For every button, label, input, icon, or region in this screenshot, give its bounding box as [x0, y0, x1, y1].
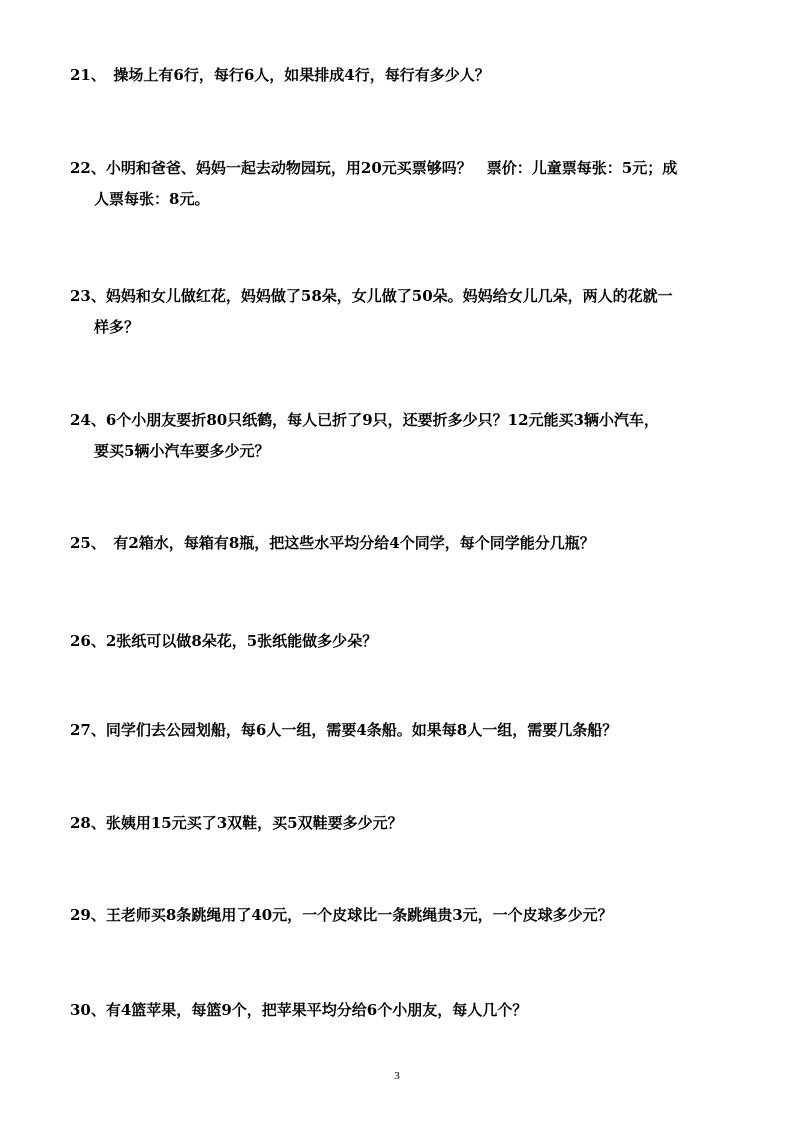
question-line — [70, 153, 730, 184]
question-line — [70, 528, 730, 559]
question-number: 28、 — [70, 814, 106, 832]
question-text: 2张纸可以做8朵花，5张纸能做多少朵？ — [105, 632, 378, 650]
question-25 — [70, 528, 730, 559]
question-21 — [70, 60, 730, 91]
question-line — [70, 626, 730, 657]
question-26 — [70, 626, 730, 657]
question-line — [70, 995, 730, 1026]
question-line — [70, 900, 730, 931]
question-text: 有2箱水，每箱有8瓶，把这些水平均分给4个同学，每个同学能分几瓶？ — [98, 534, 595, 552]
question-30 — [70, 995, 730, 1026]
question-line — [70, 715, 730, 746]
question-24 — [70, 405, 730, 467]
question-number: 29、 — [70, 906, 106, 924]
question-line — [70, 808, 730, 839]
question-text: 王老师买8条跳绳用了40元，一个皮球比一条跳绳贵3元，一个皮球多少元？ — [105, 906, 613, 924]
question-number: 23、 — [70, 287, 106, 305]
page-number: 3 — [394, 1070, 400, 1082]
question-22 — [70, 153, 730, 215]
question-text-continued: 人票每张：8元。 — [94, 190, 210, 208]
question-28 — [70, 808, 730, 839]
question-text: 操场上有6行，每行6人，如果排成4行，每行有多少人？ — [98, 66, 490, 84]
question-29 — [70, 900, 730, 931]
question-text: 有4篮苹果，每篮9个，把苹果平均分给6个小朋友，每人几个？ — [105, 1001, 528, 1019]
question-number: 30、 — [70, 1001, 106, 1019]
question-text: 同学们去公园划船，每6人一组，需要4条船。如果每8人一组，需要几条船？ — [105, 721, 618, 739]
question-text: 妈妈和女儿做红花，妈妈做了58朵，女儿做了50朵。妈妈给女儿几朵，两人的花就一 — [105, 287, 673, 305]
question-number: 21、 — [70, 66, 99, 84]
question-line — [70, 405, 730, 436]
question-number: 25、 — [70, 534, 99, 552]
question-number: 22、 — [70, 159, 106, 177]
question-27 — [70, 715, 730, 746]
question-23 — [70, 281, 730, 343]
question-line — [70, 60, 730, 91]
question-text-continued: 样多？ — [94, 318, 140, 336]
question-text: 6个小朋友要折80只纸鹤，每人已折了9只，还要折多少只？12元能买3辆小汽车， — [105, 411, 659, 429]
question-line — [70, 281, 730, 312]
question-number: 26、 — [70, 632, 106, 650]
question-number: 24、 — [70, 411, 106, 429]
question-text: 张姨用15元买了3双鞋，买5双鞋要多少元？ — [105, 814, 403, 832]
question-text-continued: 要买5辆小汽车要多少元？ — [94, 442, 270, 460]
question-text: 小明和爸爸、妈妈一起去动物园玩，用20元买票够吗？ 票价：儿童票每张：5元；成 — [105, 159, 678, 177]
question-number: 27、 — [70, 721, 106, 739]
